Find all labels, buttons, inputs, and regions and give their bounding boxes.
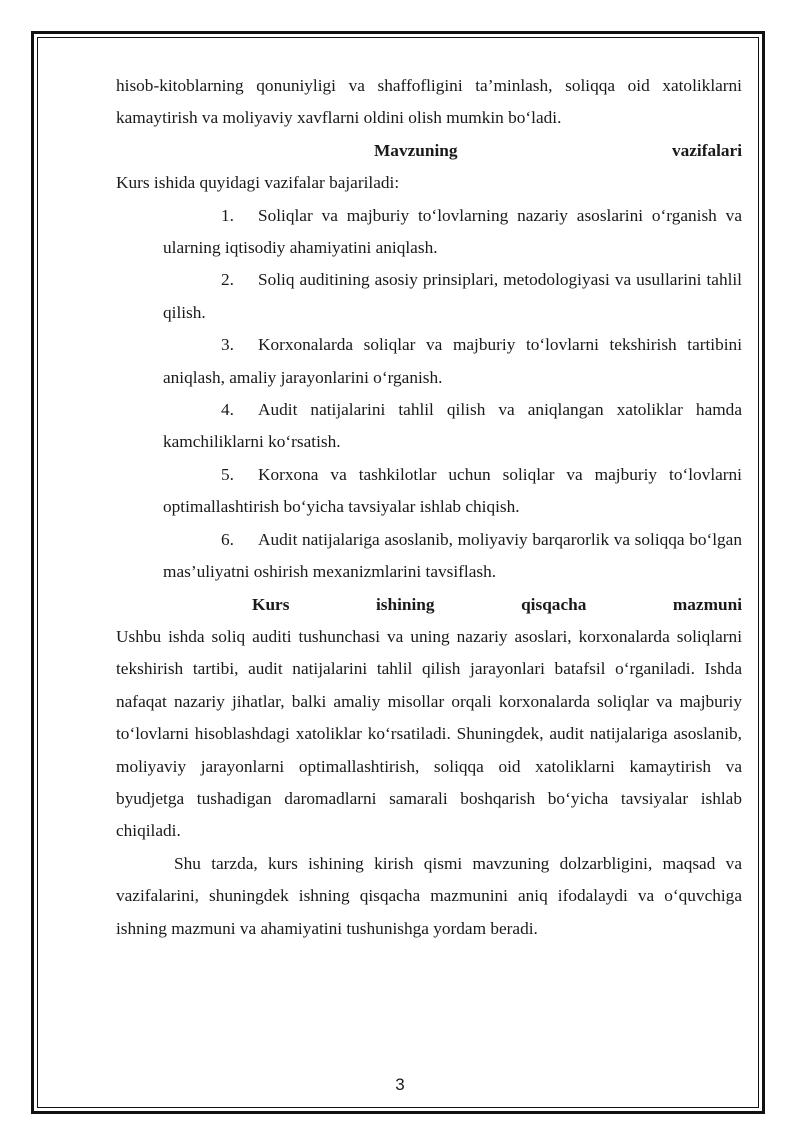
heading-tasks [116,135,742,167]
heading-summary-word-1: Kurs [252,594,290,614]
task-number: 4. [221,400,234,420]
task-item-3 [116,329,742,394]
task-number: 1. [221,205,234,225]
task-number: 3. [221,335,234,355]
task-text: Korxona va tashkilotlar uchun soliqlar va majburiy to‘lovlarni optimallashtirish bo‘yicha tavsiyalar ishlab chiqish. [163,464,742,517]
task-item-4 [116,394,742,459]
heading-summary-word-3: qisqacha [521,594,587,614]
task-text: Soliqlar va majburiy to‘lovlarning nazariy asoslarini o‘rganish va ularning iqtisodiy ahamiyatini aniqlash. [163,205,742,258]
task-number: 2. [221,270,234,290]
intro-paragraph: hisob-kitoblarning qonuniyligi va shaffofligini ta’minlash, soliqqa oid xatoliklarni kamaytirish va moliyaviy xavflarni oldini olish mumkin bo‘ladi. [116,76,742,128]
tasks-intro: Kurs ishida quyidagi vazifalar bajariladi: [116,173,400,193]
page-number: 3 [395,1075,405,1094]
task-text: Audit natijalarini tahlil qilish va aniqlangan xatoliklar hamda kamchiliklarni ko‘rsatish. [163,400,742,452]
heading-tasks-word-2: vazifalari [671,140,742,160]
summary-paragraph: Ushbu ishda soliq auditi tushunchasi va uning nazariy asoslari, korxonalarda soliqlarni tekshirish tartibi, audit natijalarini tahlil qilish jarayonlari batafsil o‘rganiladi. Ishda nafaqat nazariy jihatlar, balki amaliy misollar orqali korxonalarda soliqlar va majburiy to‘lovlarni hisoblashdagi xatoliklar ko‘rsatiladi. Shuningdek, audit natijalariga asoslanib, moliyaviy jarayonlarni optimallashtirish, soliqqa oid xatoliklarni kamaytirish va byudjetga tushadigan daromadlarni samarali boshqarish bo‘yicha tavsiyalar ishlab chiqiladi. [116,626,742,841]
heading-summary [116,589,742,621]
document-body [116,70,742,945]
task-text: Audit natijalariga asoslanib, moliyaviy barqarorlik va soliqqa bo‘lgan mas’uliyatni oshirish mexanizmlarini tavsiflash. [163,529,742,582]
task-number: 6. [221,529,234,549]
task-text: Soliq auditining asosiy prinsiplari, metodologiyasi va usullarini tahlil qilish. [163,270,742,322]
heading-tasks-word-1: Mavzuning [374,140,458,160]
task-number: 5. [221,464,234,484]
heading-summary-word-2: ishining [375,594,435,614]
task-item-1 [116,200,742,265]
task-item-6 [116,524,742,589]
task-item-5 [116,459,742,524]
heading-summary-word-4: mazmuni [672,594,742,614]
task-item-2 [116,264,742,329]
task-text: Korxonalarda soliqlar va majburiy to‘lovlarni tekshirish tartibini aniqlash, amaliy jarayonlarini o‘rganish. [163,335,742,387]
conclusion-paragraph: Shu tarzda, kurs ishining kirish qismi mavzuning dolzarbligini, maqsad va vazifalarini, shuningdek ishning qisqacha mazmunini aniq ifodalaydi va o‘quvchiga ishning mazmuni va ahamiyatini tushunishga yordam beradi. [116,853,742,938]
